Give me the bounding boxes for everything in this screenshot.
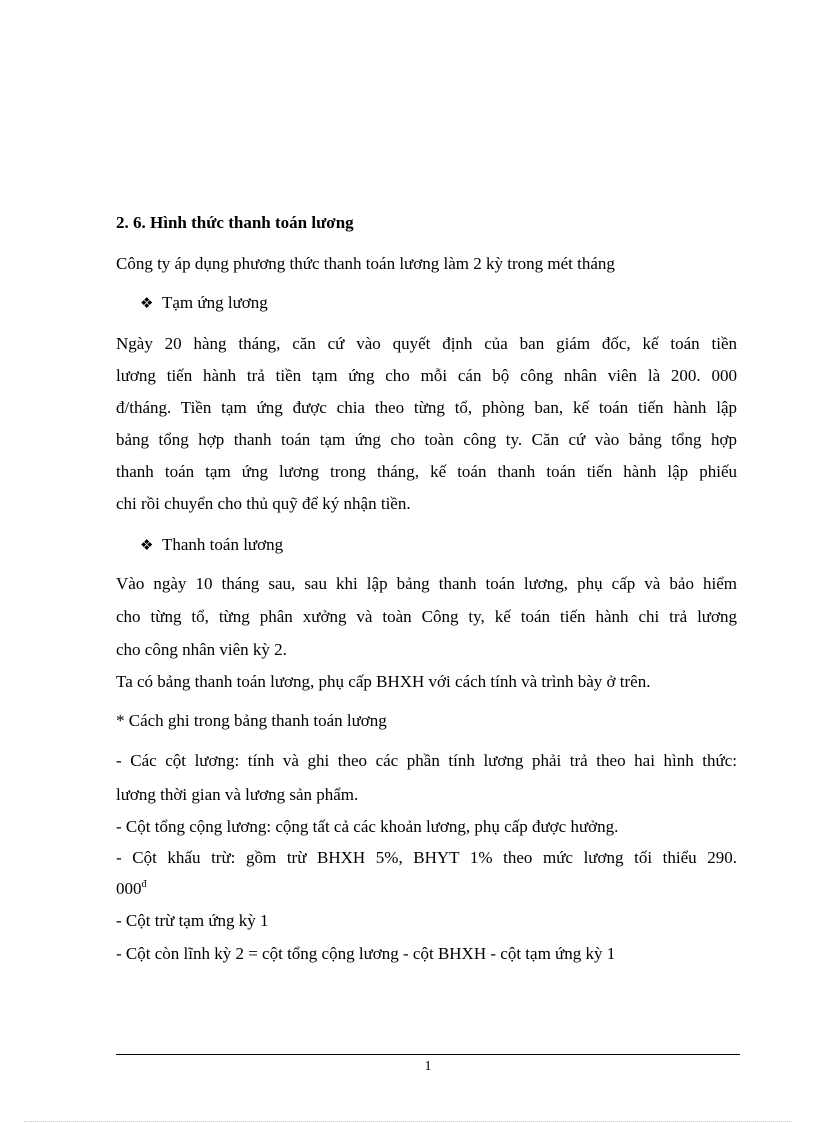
- salary-cols-line: - Các cột lương: tính và ghi theo các phần tính lương phải trả theo hai hình thức:: [116, 751, 737, 770]
- advance-line: bảng tổng hợp thanh toán tạm ứng cho toàn công ty. Căn cứ vào bảng tổng hợp: [116, 430, 737, 449]
- payment-line: cho từng tổ, từng phân xưởng và toàn Công ty, kế toán tiến hành chi trả lương: [116, 607, 737, 626]
- footer-divider: [116, 1054, 740, 1055]
- payment-subheading: [140, 534, 283, 556]
- section-intro: Công ty áp dụng phương thức thanh toán lương làm 2 kỳ trong mét tháng: [116, 254, 615, 273]
- payment-line: cho công nhân viên kỳ 2.: [116, 640, 287, 659]
- payment-line: Vào ngày 10 tháng sau, sau khi lập bảng thanh toán lương, phụ cấp và bảo hiểm: [116, 574, 737, 593]
- recording-title: * Cách ghi trong bảng thanh toán lương: [116, 711, 387, 730]
- advance-line: thanh toán tạm ứng lương trong tháng, kế toán thanh toán tiến hành lập phiếu: [116, 462, 737, 481]
- advance-line: lương tiến hành trả tiền tạm ứng cho mỗi cán bộ công nhân viên là 200. 000: [116, 366, 737, 385]
- deduction-col-amount: [116, 878, 737, 900]
- advance-line: Ngày 20 hàng tháng, căn cứ vào quyết định của ban giám đốc, kế toán tiền: [116, 334, 737, 353]
- deduction-col-line: - Cột khấu trừ: gồm trừ BHXH 5%, BHYT 1% theo mức lương tối thiểu 290.: [116, 848, 737, 867]
- advance-line: chi rồi chuyển cho thủ quỹ để ký nhận tiền.: [116, 494, 411, 513]
- advance-subheading: [140, 292, 268, 314]
- advance-title: Tạm ứng lương: [162, 293, 268, 312]
- remaining-col-line: - Cột còn lĩnh kỳ 2 = cột tổng cộng lương - cột BHXH - cột tạm ứng kỳ 1: [116, 944, 616, 963]
- advance-line: đ/tháng. Tiền tạm ứng được chia theo từng tổ, phòng ban, kế toán tiến hành lập: [116, 398, 737, 417]
- diamond-bullet-icon: ❖: [140, 294, 154, 312]
- section-heading: 2. 6. Hình thức thanh toán lương: [116, 213, 354, 232]
- advance-col-line: - Cột trừ tạm ứng kỳ 1: [116, 911, 269, 930]
- currency-unit: đ: [141, 879, 147, 890]
- diamond-bullet-icon: ❖: [140, 536, 154, 554]
- page-boundary: [24, 1121, 792, 1122]
- total-col-line: - Cột tổng cộng lương: cộng tất cả các khoản lương, phụ cấp được hưởng.: [116, 817, 619, 836]
- payment-note: Ta có bảng thanh toán lương, phụ cấp BHXH với cách tính và trình bày ở trên.: [116, 672, 651, 691]
- payment-title: Thanh toán lương: [162, 535, 284, 554]
- deduction-amount: 000: [116, 879, 142, 898]
- page-number: 1: [424, 1059, 432, 1074]
- salary-cols-line: lương thời gian và lương sản phẩm.: [116, 785, 359, 804]
